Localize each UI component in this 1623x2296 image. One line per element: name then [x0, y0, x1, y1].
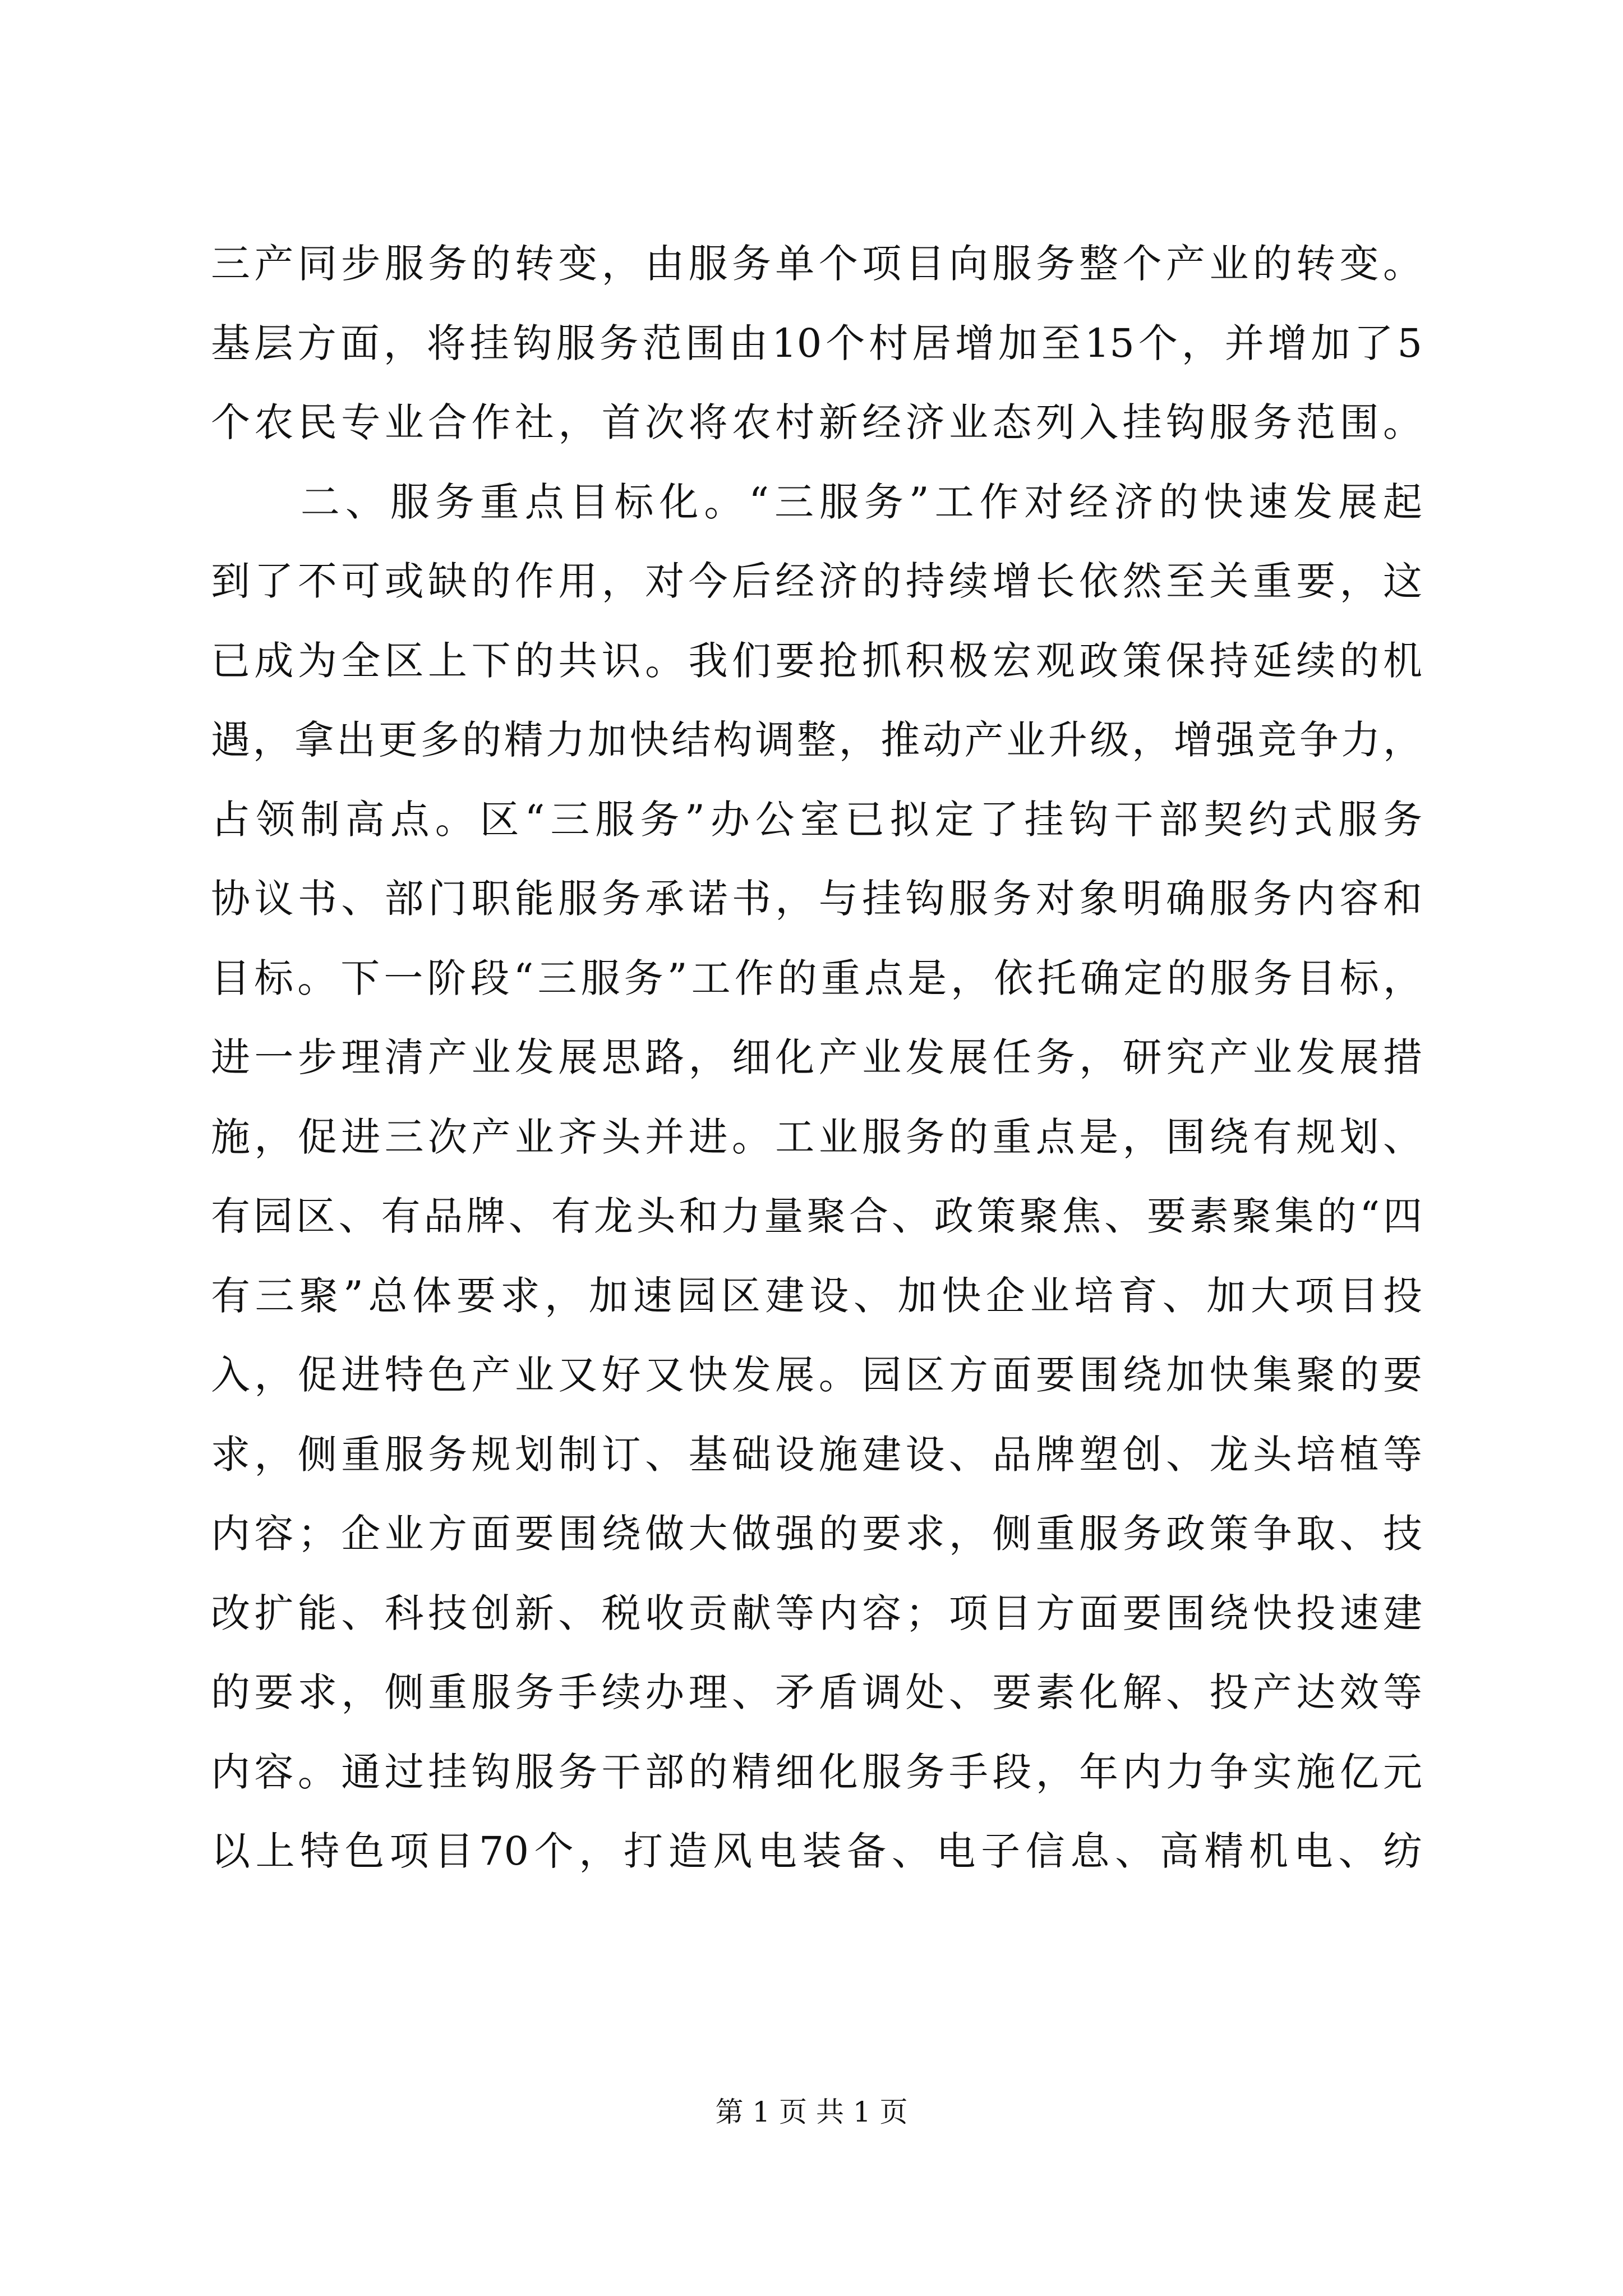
page-footer [0, 2092, 1623, 2132]
text-line: 改扩能、科技创新、税收贡献等内容；项目方面要围绕快投速建 [211, 1590, 1422, 1636]
paragraph-start-line: 二、服务重点目标化。“三服务”工作对经济的快速发展起 [211, 478, 1422, 525]
text-line: 协议书、部门职能服务承诺书，与挂钩服务对象明确服务内容和 [211, 876, 1422, 922]
text-line: 的要求，侧重服务手续办理、矛盾调处、要素化解、投产达效等 [211, 1669, 1422, 1715]
text-line: 入，促进特色产业又好又快发展。园区方面要围绕加快集聚的要 [211, 1352, 1422, 1398]
text-line: 内容；企业方面要围绕做大做强的要求，侧重服务政策争取、技 [211, 1511, 1422, 1557]
text-line: 施，促进三次产业齐头并进。工业服务的重点是，围绕有规划、 [211, 1114, 1422, 1160]
text-line: 内容。通过挂钩服务干部的精细化服务手段，年内力争实施亿元 [211, 1749, 1422, 1795]
text-line: 三产同步服务的转变，由服务单个项目向服务整个产业的转变。 [211, 241, 1422, 287]
text-line: 求，侧重服务规划制订、基础设施建设、品牌塑创、龙头培植等 [211, 1431, 1422, 1478]
page-number-label: 第 1 页 共 1 页 [715, 2096, 908, 2128]
text-line: 有园区、有品牌、有龙头和力量聚合、政策聚焦、要素聚集的“四 [211, 1193, 1422, 1239]
text-line: 遇，拿出更多的精力加快结构调整，推动产业升级，增强竞争力， [211, 717, 1422, 763]
text-line: 进一步理清产业发展思路，细化产业发展任务，研究产业发展措 [211, 1034, 1422, 1080]
text-line: 占领制高点。区“三服务”办公室已拟定了挂钩干部契约式服务 [211, 796, 1422, 843]
text-line: 有三聚”总体要求，加速园区建设、加快企业培育、加大项目投 [211, 1272, 1422, 1319]
text-line: 个农民专业合作社，首次将农村新经济业态列入挂钩服务范围。 [211, 399, 1422, 445]
text-line: 到了不可或缺的作用，对今后经济的持续增长依然至关重要，这 [211, 558, 1422, 604]
text-line: 以上特色项目70个，打造风电装备、电子信息、高精机电、纺 [211, 1828, 1422, 1874]
text-line: 基层方面，将挂钩服务范围由10个村居增加至15个，并增加了5 [211, 320, 1422, 366]
text-line: 已成为全区上下的共识。我们要抢抓积极宏观政策保持延续的机 [211, 637, 1422, 684]
text-line: 目标。下一阶段“三服务”工作的重点是，依托确定的服务目标， [211, 955, 1422, 1001]
body-text [211, 224, 1422, 1892]
